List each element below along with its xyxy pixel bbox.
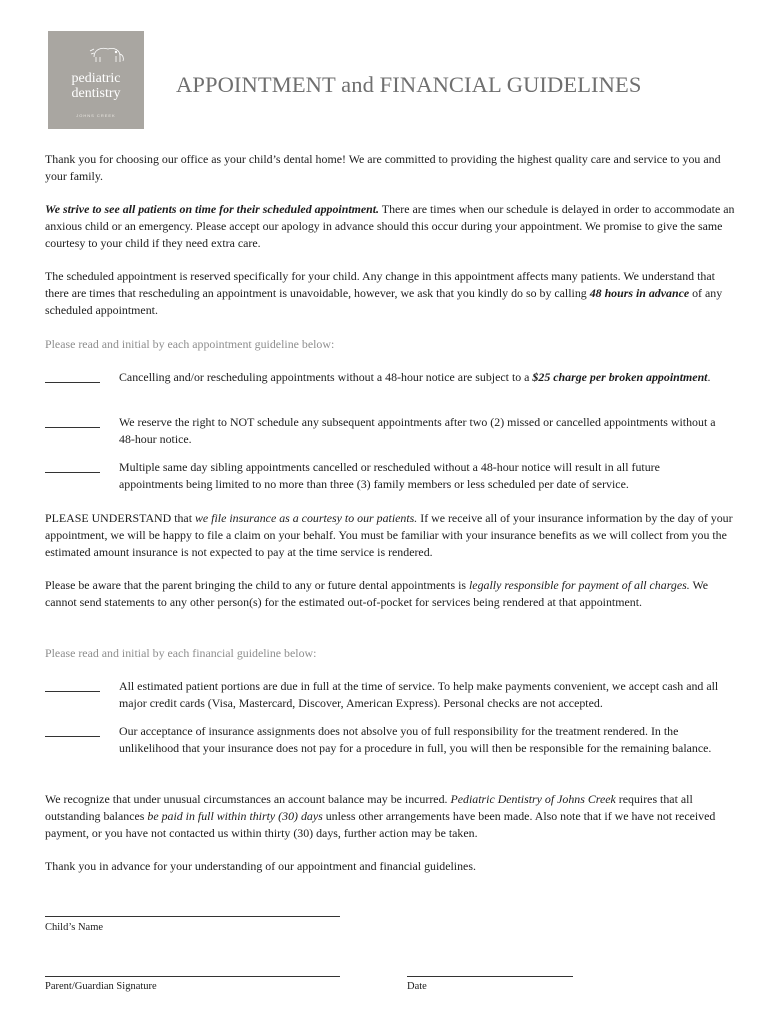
balance-emphasis: be paid in full within thirty (30) days: [147, 808, 323, 823]
insurance-tail: If we receive all of your insurance information by the day of your appointment, we will be happy to file a claim on your behalf. You must be familiar with your insurance benefits as we will collect from you the estimated amount insurance is not expected to pay at the time service is rendered.: [45, 511, 733, 559]
date-label: Date: [407, 981, 427, 992]
guideline-text: All estimated patient portions are due in full at the time of service. To help make payments convenient, we accept cash and all major credit cards (Visa, Mastercard, Discover, American Express). Personal checks are not accepted.: [119, 679, 719, 710]
date-line[interactable]: [407, 976, 573, 977]
guideline-text: We reserve the right to NOT schedule any subsequent appointments after two (2) missed or cancelled appointments without a 48-hour notice.: [119, 415, 716, 446]
guideline-text: Our acceptance of insurance assignments does not absolve you of full responsibility for the treatment rendered. In the unlikelihood that your insurance does not pay for a procedure in full, you will then be responsible for the remaining balance.: [119, 724, 712, 755]
practice-logo: [48, 31, 144, 129]
initial-blank[interactable]: [45, 472, 100, 473]
balance-text-1: We recognize that under unusual circumstances an account balance may be incurred.: [45, 792, 451, 806]
reserved-paragraph: [45, 268, 735, 319]
initial-blank[interactable]: [45, 736, 100, 737]
insurance-text: PLEASE UNDERSTAND that: [45, 511, 195, 525]
guideline-text: [119, 369, 725, 386]
initial-blank[interactable]: [45, 382, 100, 383]
child-name-line[interactable]: [45, 916, 340, 917]
on-time-text: There are times when our schedule is delayed in order to accommodate an anxious child or an emergency. Please accept our apology in advance should this occur during your appointment. We promise to give the same courtesy to your child if they need extra care.: [45, 202, 735, 250]
reserved-tail: of any scheduled appointment.: [45, 285, 723, 317]
initial-blank[interactable]: [45, 691, 100, 692]
balance-text-3: unless other arrangements have been made. Also note that if we have not received payment, or you have not contacted us within thirty (30) days, further action may be taken.: [45, 808, 716, 840]
closing-paragraph: Thank you in advance for your understanding of our appointment and financial guidelines.: [45, 859, 476, 873]
initial-blank[interactable]: [45, 427, 100, 428]
guideline-text-main: Cancelling and/or rescheduling appointments without a 48-hour notice are subject to a: [119, 370, 533, 384]
guideline-tail: .: [707, 370, 711, 384]
logo-line-1: pediatric: [71, 71, 121, 86]
elephant-icon: [88, 43, 128, 65]
responsibility-emphasis: legally responsible for payment of all charges.: [468, 578, 690, 592]
logo-line-2: dentistry: [71, 86, 121, 101]
financial-instructions: Please read and initial by each financial guideline below:: [45, 646, 317, 660]
responsibility-tail: We cannot send statements to any other person(s) for the estimated out-of-pocket for services being rendered at that appointment.: [45, 578, 709, 609]
logo-tagline: JOHNS CREEK: [76, 113, 116, 118]
parent-signature-label: Parent/Guardian Signature: [45, 981, 157, 992]
balance-paragraph: [45, 791, 735, 842]
insurance-paragraph: [45, 510, 735, 561]
logo-name: [48, 71, 144, 101]
guideline-emphasis: $25 charge per broken appointment: [532, 370, 708, 384]
on-time-paragraph: [45, 201, 735, 252]
reserved-emphasis: 48 hours in advance: [589, 285, 690, 300]
reserved-text: The scheduled appointment is reserved specifically for your child. Any change in this appointment affects many patients. We understand that there are times that rescheduling an appointment is unavoidable, however, we ask that you kindly do so by calling: [45, 269, 715, 300]
appointment-instructions: Please read and initial by each appointment guideline below:: [45, 337, 335, 351]
guideline-text: Multiple same day sibling appointments cancelled or rescheduled without a 48-hour notice will result in all future appointments being limited to no more than three (3) family members or less scheduled per date of service.: [119, 460, 660, 491]
child-name-label: Child’s Name: [45, 922, 104, 933]
on-time-emphasis: We strive to see all patients on time for their scheduled appointment.: [45, 202, 380, 216]
insurance-emphasis: we file insurance as a courtesy to our patients.: [195, 511, 418, 525]
parent-signature-line[interactable]: [45, 976, 340, 977]
responsibility-paragraph: [45, 577, 735, 611]
responsibility-text: Please be aware that the parent bringing the child to any or future dental appointments is: [45, 578, 469, 592]
page-title: APPOINTMENT and FINANCIAL GUIDELINES: [176, 72, 642, 97]
practice-name: Pediatric Dentistry of Johns Creek: [450, 792, 616, 806]
balance-text-2: requires that all outstanding balances: [45, 792, 693, 823]
intro-paragraph: Thank you for choosing our office as your child’s dental home! We are committed to providing the highest quality care and service to you and your family.: [45, 152, 721, 183]
